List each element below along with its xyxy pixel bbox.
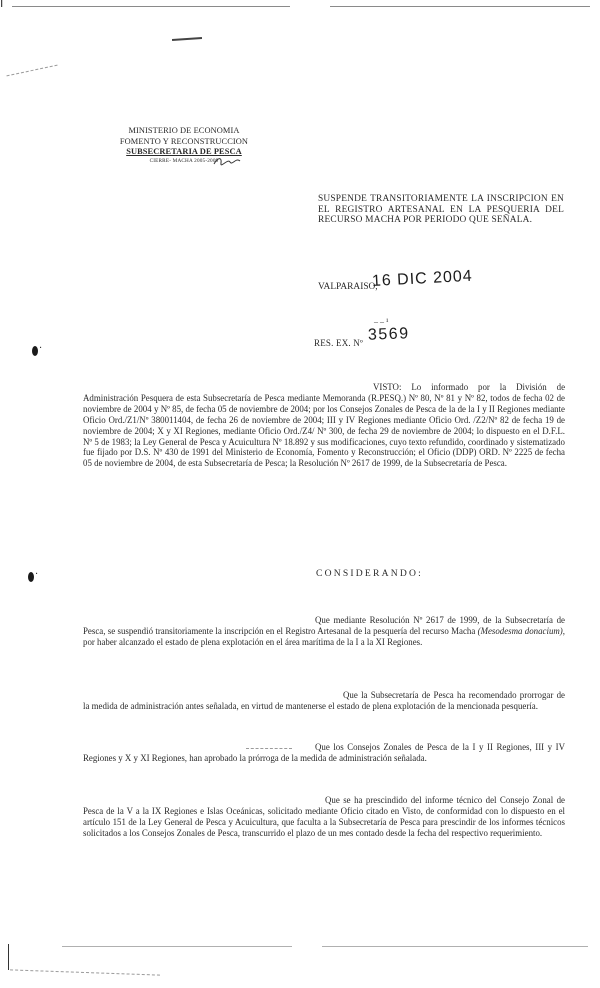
visto-text: Lo informado por la División de Administración Pesquera de esta Subsecretaría de Pesca mediante Memoranda (R.PESQ.) Nº 80, Nº 81 y Nº 82, todos de fecha 02 de noviembre de 2004 y Nº 85, de fecha 05 de noviembre de 2004; por los Consejos Zonales de Pesca de la de la I y II Regiones mediante Oficio Ord./Z1/Nº 380011404, de fecha 26 de noviembre de 2004; III y IV Regiones mediante Oficio Ord. /Z2/Nº 82 de fecha 19 de noviembre de 2004; X y XI Regiones, mediante Oficio Ord./Z4/ Nº 300, de fecha 29 de noviembre de 2004; lo dispuesto en el D.F.L. Nº 5 de 1983; la Ley General de Pesca y Acuicultura Nº 18.892 y sus modificaciones, cuyo texto refundido, coordinado y sistematizado fue fijado por D.S. Nº 430 de 1991 del Ministerio de Economía, Fomento y Reconstrucción; el Oficio (DDP) ORD. Nº 2225 de fecha 05 de noviembre de 2004, de esta Subsecretaría de Pesca; la Resolución Nº 2617 de 1999, de la Subsecretaría de Pesca. [83, 382, 566, 469]
hole-punch-mark: · [35, 569, 39, 580]
ministry-name: MINISTERIO DE ECONOMIA [128, 126, 240, 135]
res-mark: – – ¹ [374, 317, 389, 326]
considerando-paragraph-2: Que la Subsecretaría de Pesca ha recomendado prorrogar de la medida de administración antes señalada, en virtud de mantenerse el estado de plena explotación de la mencionada pesquería. [83, 690, 565, 711]
bottom-rule-right [322, 946, 588, 947]
resolution-number: 3569 [367, 325, 410, 344]
top-rule-right [330, 6, 590, 7]
top-rule-left [12, 6, 290, 7]
undersecretariat-name: SUBSECRETARIA DE PESCA [126, 147, 242, 157]
hole-punch [32, 346, 38, 356]
resolution-label: RES. EX. Nº [314, 338, 363, 348]
resolution-subject: SUSPENDE TRANSITORIAMENTE LA INSCRIPCION EN EL REGISTRO ARTESANAL EN LA PESQUERIA DEL RECURSO MACHA POR PERIODO QUE SEÑALA. [318, 194, 564, 226]
ministry-subtitle: FOMENTO Y RECONSTRUCCION [119, 136, 249, 146]
date-stamp: 16 DIC 2004 [371, 267, 474, 290]
hole-punch [28, 572, 34, 582]
corner-mark: ı [0, 0, 4, 10]
place-label: VALPARAISO, [318, 282, 378, 292]
initials-signature [212, 155, 242, 167]
scan-stroke [10, 969, 160, 975]
scan-stroke [172, 37, 202, 41]
scan-stroke [6, 65, 57, 77]
bottom-bracket [8, 944, 9, 970]
considerando-paragraph-4: Que se ha prescindido del informe técnico del Consejo Zonal de Pesca de la V a la IX Regiones e Islas Oceánicas, solicitado mediante Oficio citado en Visto, de conformidad con lo dispuesto en el artículo 151 de la Ley General de Pesca y Acuicultura, que faculta a la Subsecretaría de Pesca para prescindir de los informes técnicos solicitados a los Consejos Zonales de Pesca, transcurrido el plazo de un mes contado desde la fecha del respectivo requerimiento. [83, 795, 565, 838]
bottom-rule-left [62, 946, 292, 947]
visto-paragraph [83, 382, 565, 469]
considerando-paragraph-1: Que mediante Resolución Nº 2617 de 1999, de la Subsecretaría de Pesca, se suspendió transitoriamente la inscripción en el Registro Artesanal de la pesquería del recurso Macha (Mesodesma donacium), por haber alcanzado el estado de plena explotación en el área marítima de la I a la XI Regiones. [83, 615, 565, 647]
hole-punch-mark: · [39, 343, 43, 354]
considerando-heading: CONSIDERANDO: [316, 568, 423, 579]
species-name: (Mesodesma donacium) [477, 625, 563, 636]
considerando-paragraph-3: Que los Consejos Zonales de Pesca de la I y II Regiones, III y IV Regiones y X y XI Regiones, han aprobado la prórroga de la medida de administración señalada. [83, 742, 565, 763]
visto-lead: VISTO: [373, 382, 402, 392]
document-code: CIERRE- MACHA 2005-2009 [149, 157, 219, 164]
